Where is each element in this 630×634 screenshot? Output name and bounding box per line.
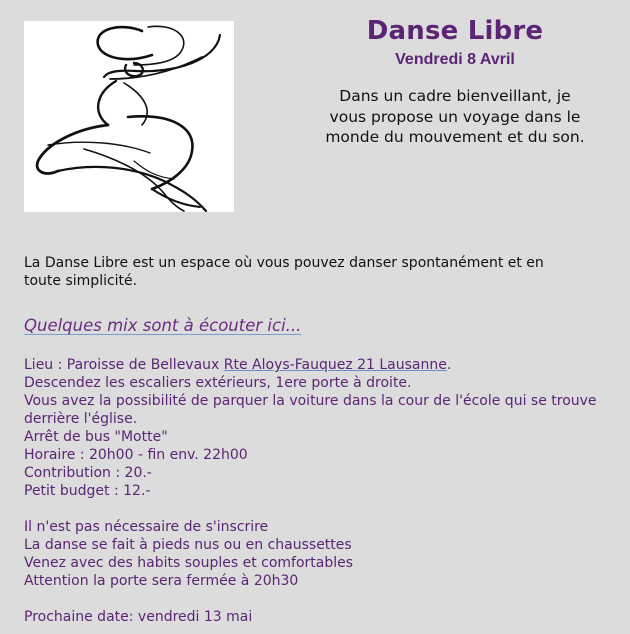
- contribution-line: Contribution : 20.-: [24, 465, 152, 481]
- spacer: [24, 500, 614, 518]
- inscription-line: Il n'est pas nécessaire de s'inscrire: [24, 519, 269, 535]
- porte-line: Attention la porte sera fermée à 20h30: [24, 573, 299, 589]
- lieu-prefix: Lieu : Paroisse de Bellevaux: [24, 357, 224, 373]
- dancer-illustration: [24, 21, 234, 212]
- habits-line: Venez avec des habits souples et comfortables: [24, 555, 354, 571]
- horaire-line: Horaire : 20h00 - fin env. 22h00: [24, 447, 248, 463]
- pieds-line: La danse se fait à pieds nus ou en chaussettes: [24, 537, 352, 553]
- parking-line: Vous avez la possibilité de parquer la voiture dans la cour de l'école qui se trouve derrière l'église.: [24, 393, 597, 427]
- lieu-line: [24, 356, 614, 374]
- mix-listen-link[interactable]: Quelques mix sont à écouter ici...: [24, 316, 302, 335]
- address-link[interactable]: Rte Aloys-Fauquez 21 Lausanne: [223, 357, 447, 373]
- next-date-line: Prochaine date: vendredi 13 mai: [24, 609, 253, 625]
- tagline: Dans un cadre bienveillant, je vous propose un voyage dans le monde du mouvement et du son.: [325, 87, 585, 146]
- escaliers-line: Descendez les escaliers extérieurs, 1ere porte à droite.: [24, 375, 412, 391]
- bus-line: Arrêt de bus "Motte": [24, 429, 168, 445]
- lieu-suffix: .: [446, 357, 452, 373]
- event-details: [24, 356, 614, 626]
- page-title: Danse Libre: [366, 16, 544, 46]
- intro-paragraph: La Danse Libre est un espace où vous pouvez danser spontanément et en toute simplicité.: [24, 255, 544, 289]
- spacer: [24, 590, 614, 608]
- event-date: Vendredi 8 Avril: [395, 51, 515, 68]
- dancer-line-drawing-icon: [24, 21, 234, 212]
- petit-budget-line: Petit budget : 12.-: [24, 483, 151, 499]
